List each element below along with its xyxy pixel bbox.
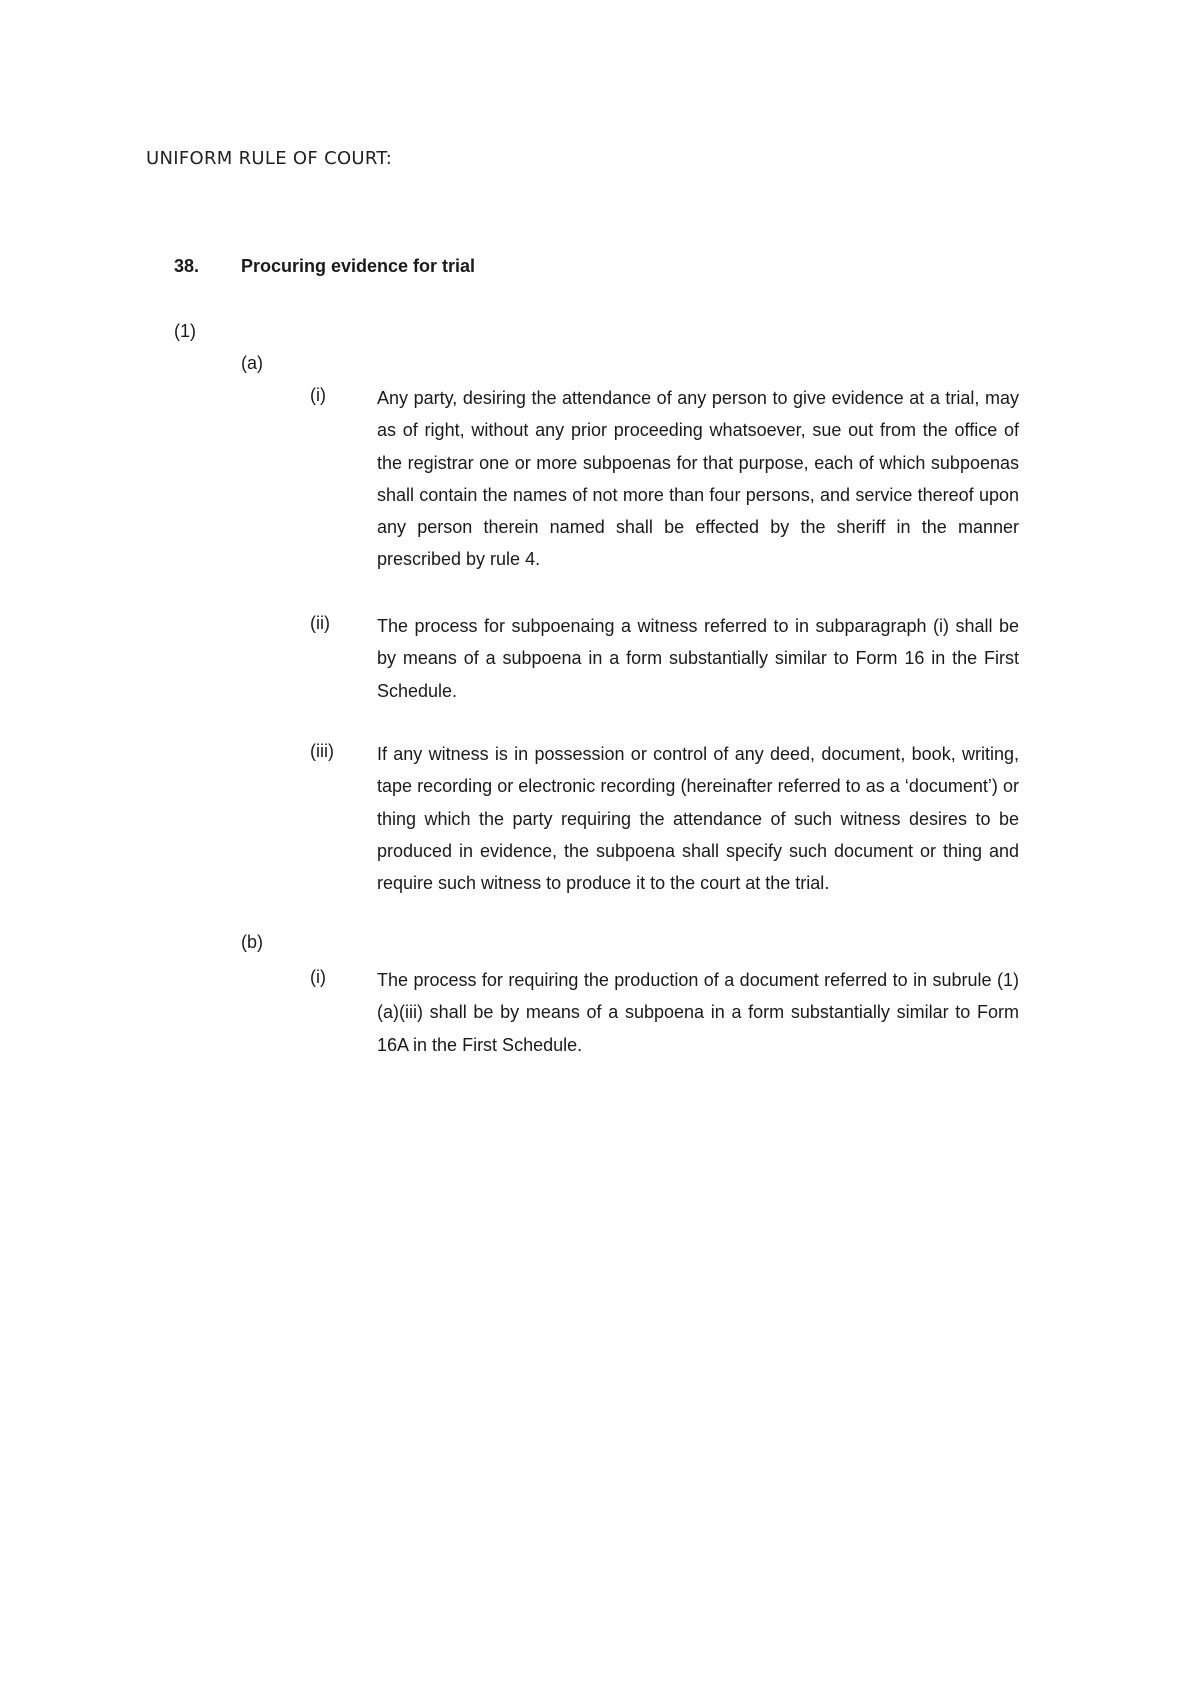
document-header: UNIFORM RULE OF COURT: [146,148,393,169]
paragraph-a-label: (a) [241,353,263,373]
rule-title: Procuring evidence for trial [241,256,476,276]
subparagraph-a-i-text: Any party, desiring the attendance of any person to give evidence at a trial, may as of right, without any prior proceeding whatsoever, sue out from the office of the registrar one or more subpoenas for that purpose, each of which subpoenas shall contain the names of not more than four persons, and service thereof upon any person therein named shall be effected by the sheriff in the manner prescribed by rule 4. [377,388,1019,570]
subparagraph-b-i-label: (i) [310,967,326,987]
subparagraph-a-iii-text: If any witness is in possession or control of any deed, document, book, writing, tape recording or electronic recording (hereinafter referred to as a ‘document’) or thing which the party requiring the attendance of such witness desires to be produced in evidence, the subpoena shall specify such document or thing and require such witness to produce it to the court at the trial. [377,744,1019,894]
subparagraph-a-i-label: (i) [310,385,326,405]
subparagraph-a-ii-label: (ii) [310,613,330,633]
paragraph-b-label: (b) [241,932,263,952]
rule-number: 38. [174,256,200,276]
subparagraph-a-iii-label: (iii) [310,741,334,761]
subparagraph-b-i-text: The process for requiring the production of a document referred to in subrule (1)(a)(iii) shall be by means of a subpoena in a form substantially similar to Form 16A in the First Schedule. [377,970,1019,1055]
subparagraph-a-ii-text: The process for subpoenaing a witness referred to in subparagraph (i) shall be by means of a subpoena in a form substantially similar to Form 16 in the First Schedule. [377,616,1019,701]
subrule-label: (1) [174,321,196,341]
